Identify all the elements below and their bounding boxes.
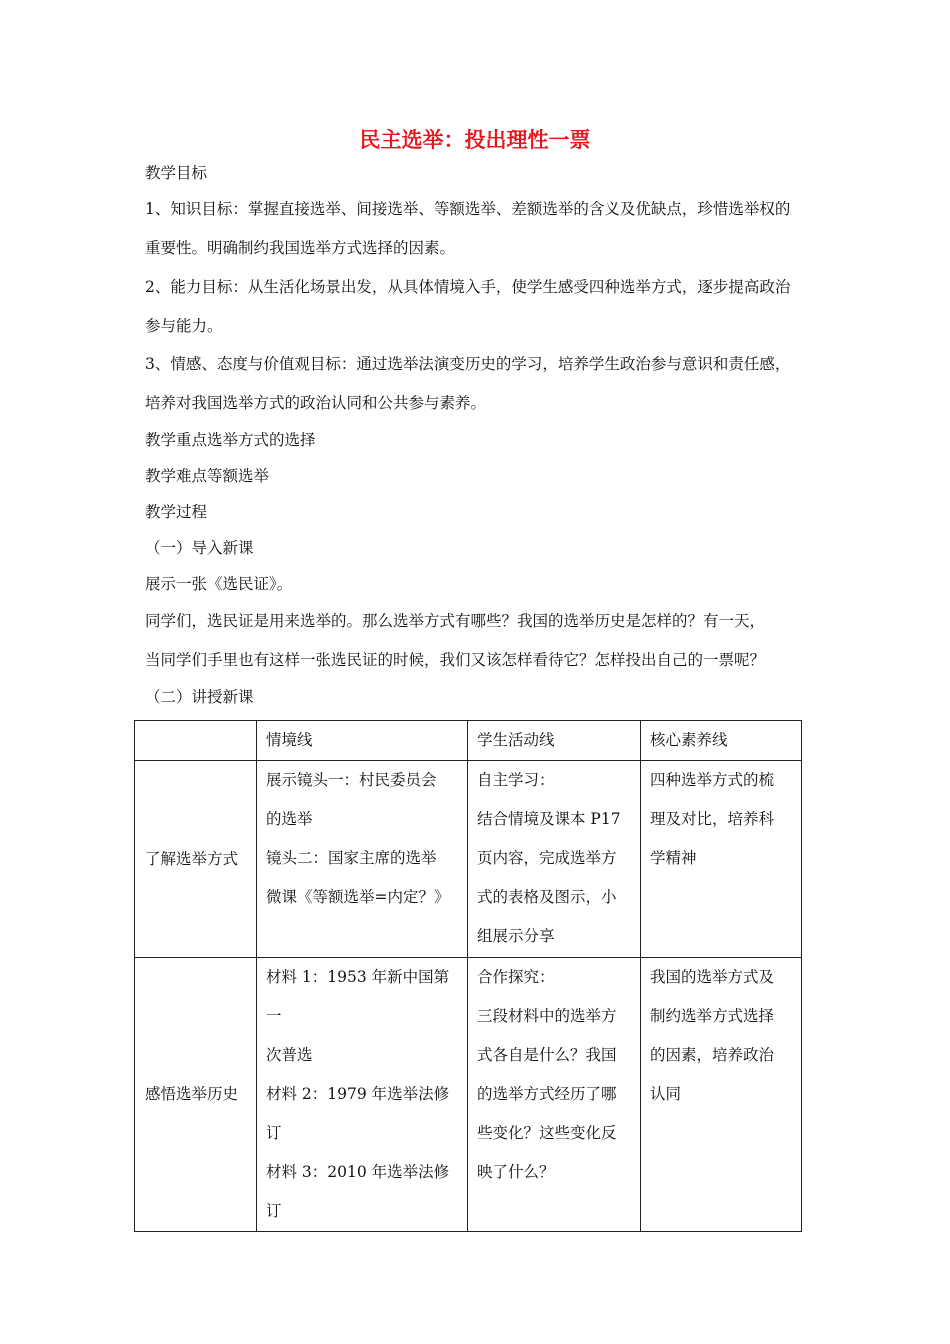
cell-text: 结合情境及课本 P17 <box>477 810 621 828</box>
cell-text: 式的表格及图示，小 <box>477 888 617 906</box>
activity-cell <box>468 958 641 1232</box>
paragraph-line: 培养对我国选举方式的政治认同和公共参与素养。 <box>145 394 487 412</box>
cell-text: 材料 2：1979 年选举法修订 <box>266 1085 450 1142</box>
cell-text: 四种选举方式的梳 <box>650 771 775 789</box>
paragraph-line: 同学们，选民证是用来选举的。那么选举方式有哪些？我国的选举历史是怎样的？有一天， <box>145 612 766 630</box>
section-new-lesson: （二）讲授新课 <box>145 688 254 706</box>
scenario-cell <box>257 958 468 1232</box>
paragraph-line: 3、情感、态度与价值观目标：通过选举法演变历史的学习，培养学生政治参与意识和责任感， <box>145 355 791 373</box>
cell-text: 学精神 <box>650 849 697 867</box>
cell-text: 镜头二：国家主席的选举 <box>266 849 437 867</box>
cell-text: 些变化？这些变化反 <box>477 1124 617 1142</box>
lesson-table <box>134 720 802 1232</box>
cell-text: 式各自是什么？我国 <box>477 1046 617 1064</box>
activity-cell <box>468 761 641 958</box>
cell-text: 认同 <box>650 1085 682 1103</box>
heading-teaching-process: 教学过程 <box>145 503 208 521</box>
paragraph-line: 当同学们手里也有这样一张选民证的时候，我们又该怎样看待它？怎样投出自己的一票呢？ <box>145 651 766 669</box>
cell-text: 自主学习： <box>477 771 555 789</box>
cell-text: 的选举 <box>266 810 313 828</box>
document-title: 民主选举：投出理性一票 <box>359 128 591 152</box>
table-row <box>135 958 802 1232</box>
cell-text: 制约选举方式选择 <box>650 1007 775 1025</box>
cell-text: 的因素，培养政治 <box>650 1046 775 1064</box>
cell-text: 展示镜头一：村民委员会 <box>266 771 437 789</box>
cell-text: 映了什么？ <box>477 1163 555 1181</box>
paragraph-line: 重要性。明确制约我国选举方式选择的因素。 <box>145 239 456 257</box>
row-label: 感悟选举历史 <box>135 958 257 1232</box>
cell-text: 的选举方式经历了哪 <box>477 1085 617 1103</box>
paragraph-line: 1、知识目标：掌握直接选举、间接选举、等额选举、差额选举的含义及优缺点，珍惜选举权的 <box>145 200 791 218</box>
heading-teaching-goals: 教学目标 <box>145 164 208 182</box>
table-row <box>135 761 802 958</box>
heading-difficult-point: 教学难点等额选举 <box>145 467 270 485</box>
cell-text: 组展示分享 <box>477 927 555 945</box>
scenario-cell <box>257 761 468 958</box>
cell-text: 合作探究： <box>477 968 555 986</box>
cell-text: 理及对比，培养科 <box>650 810 775 828</box>
cell-text: 我国的选举方式及 <box>650 968 775 986</box>
literacy-cell <box>641 761 802 958</box>
cell-text: 三段材料中的选举方 <box>477 1007 617 1025</box>
paragraph-line: 2、能力目标：从生活化场景出发，从具体情境入手，使学生感受四种选举方式，逐步提高政治 <box>145 278 791 296</box>
cell-text: 次普选 <box>266 1046 313 1064</box>
section-intro: （一）导入新课 <box>145 539 254 557</box>
heading-key-point: 教学重点选举方式的选择 <box>145 431 316 449</box>
table-header-row <box>135 721 802 761</box>
table-header-cell: 情境线 <box>257 721 468 761</box>
literacy-cell <box>641 958 802 1232</box>
cell-text: 材料 1：1953 年新中国第一 <box>266 968 450 1025</box>
paragraph-line: 展示一张《选民证》。 <box>145 575 293 593</box>
cell-text: 页内容，完成选举方 <box>477 849 617 867</box>
row-label: 了解选举方式 <box>135 761 257 958</box>
paragraph-line: 参与能力。 <box>145 317 223 335</box>
table-header-cell <box>135 721 257 761</box>
cell-text: 微课《等额选举=内定？》 <box>266 888 450 906</box>
cell-text: 材料 3：2010 年选举法修订 <box>266 1163 450 1220</box>
table-header-cell: 核心素养线 <box>641 721 802 761</box>
table-header-cell: 学生活动线 <box>468 721 641 761</box>
